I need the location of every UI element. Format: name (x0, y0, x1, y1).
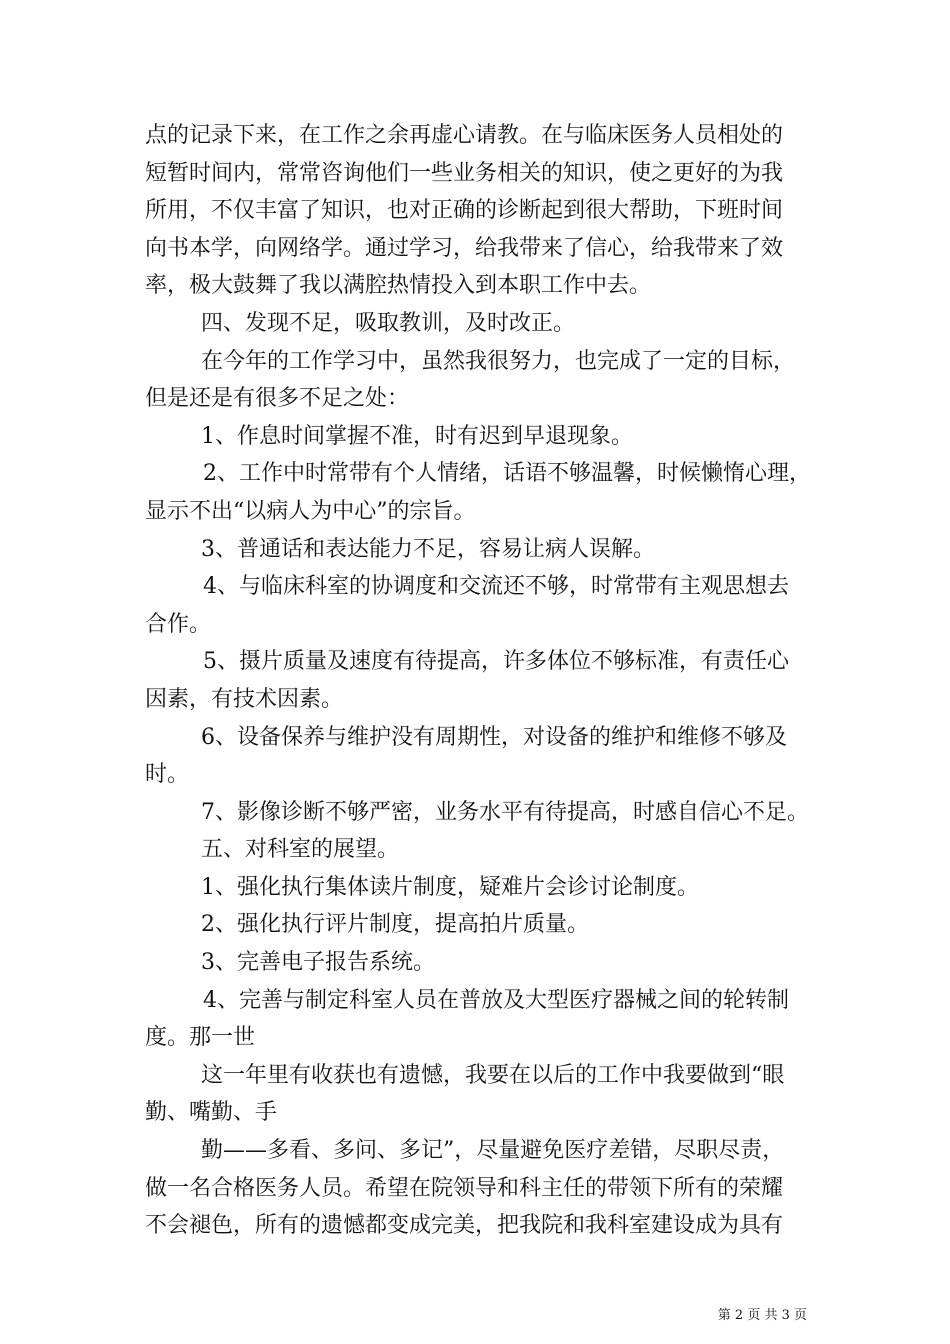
list-item-4: 4、与临床科室的协调度和交流还不够，时常带有主观思想去 (203, 574, 789, 600)
text-line-1: 点的记录下来，在工作之余再虚心请教。在与临床医务人员相处的 (145, 123, 784, 148)
list-item-2: 2、工作中时常带有个人情绪，话语不够温馨，时候懒惰心理， (203, 461, 811, 487)
list-item-5-continued: 因素，有技术因素。 (145, 686, 344, 712)
outlook-item-3: 3、完善电子报告系统。 (201, 950, 435, 976)
outlook-item-2: 2、强化执行评片制度，提高拍片质量。 (201, 912, 589, 938)
list-item-5: 5、摄片质量及速度有待提高，许多体位不够标准，有责任心 (203, 649, 789, 675)
outlook-item-1: 1、强化执行集体读片制度，疑难片会诊讨论制度。 (201, 874, 699, 900)
closing-line-2: 勤、嘴勤、手 (145, 1100, 278, 1126)
list-item-1: 1、作息时间掌握不准，时有迟到早退现象。 (201, 423, 633, 449)
list-item-6: 6、设备保养与维护没有周期性，对设备的维护和维修不够及 (201, 724, 787, 750)
document-body (145, 117, 815, 1245)
section-heading-5: 五、对科室的展望。 (201, 837, 400, 863)
text-line-4: 向书本学，向网络学。通过学习，给我带来了信心，给我带来了效 (145, 235, 784, 261)
section-heading-4: 四、发现不足，吸取教训，及时改正。 (201, 310, 576, 336)
closing-line-3: 勤——多看、多问、多记”，尽量避免医疗差错，尽职尽责， (201, 1138, 785, 1164)
text-line-7: 在今年的工作学习中，虽然我很努力，也完成了一定的目标， (201, 348, 796, 374)
list-item-7: 7、影像诊断不够严密，业务水平有待提高，时感自信心不足。 (201, 799, 809, 825)
text-line-5: 率，极大鼓舞了我以满腔热情投入到本职工作中去。 (145, 273, 652, 299)
list-item-4-continued: 合作。 (145, 611, 212, 637)
list-item-3: 3、普通话和表达能力不足，容易让病人误解。 (201, 536, 655, 562)
list-item-6-continued: 时。 (145, 762, 190, 788)
text-line-2: 短暂时间内，常常咨询他们一些业务相关的知识，使之更好的为我 (145, 160, 784, 186)
closing-line-4: 做一名合格医务人员。希望在院领导和科主任的带领下所有的荣耀 (145, 1175, 784, 1201)
text-line-8: 但是还是有很多不足之处： (145, 386, 410, 412)
closing-line-1: 这一年里有收获也有遗憾，我要在以后的工作中我要做到“眼 (201, 1062, 785, 1088)
outlook-item-4: 4、完善与制定科室人员在普放及大型医疗器械之间的轮转制 (203, 987, 789, 1013)
page-number-footer: 第 2 页 共 3 页 (717, 1308, 807, 1323)
outlook-item-4-continued: 度。那一世 (145, 1025, 256, 1051)
closing-line-5: 不会褪色，所有的遗憾都变成完美，把我院和我科室建设成为具有 (145, 1213, 784, 1239)
list-item-2-continued: 显示不出“以病人为中心”的宗旨。 (145, 498, 476, 524)
text-line-3: 所用，不仅丰富了知识，也对正确的诊断起到很大帮助，下班时间 (145, 198, 784, 224)
